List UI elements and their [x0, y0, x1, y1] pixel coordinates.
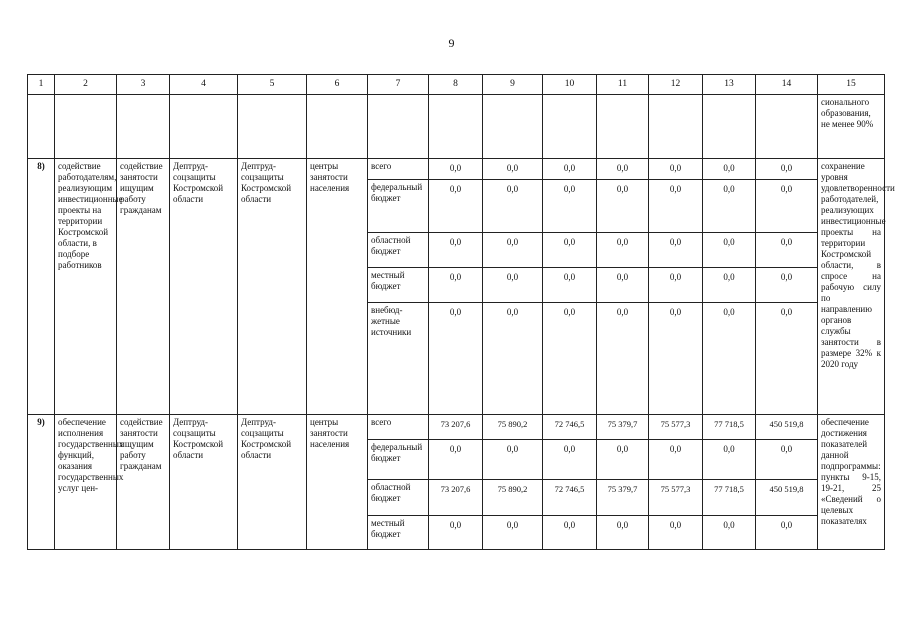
- value-cell: 0,0: [703, 440, 756, 480]
- value-cell: 0,0: [756, 268, 818, 303]
- participant-cell: центры занятости населения: [307, 415, 368, 550]
- row-number: 9): [28, 415, 55, 550]
- value-cell: 0,0: [543, 268, 597, 303]
- source-cell: внебюджетные источники: [368, 303, 429, 415]
- value-cell: 73 207,6: [429, 480, 483, 516]
- value-cell: 0,0: [429, 268, 483, 303]
- col-header: 10: [543, 75, 597, 95]
- value-cell: 0,0: [429, 440, 483, 480]
- value-cell: 0,0: [597, 159, 649, 180]
- value-cell: 72 746,5: [543, 415, 597, 440]
- col-header: 14: [756, 75, 818, 95]
- value-cell: 0,0: [703, 303, 756, 415]
- responsible-cell: Дептрудсоцзащиты Костромской области: [170, 159, 238, 415]
- value-cell: 450 519,8: [756, 480, 818, 516]
- header-row: [28, 75, 885, 95]
- value-cell: 0,0: [597, 180, 649, 233]
- value-cell: 0,0: [756, 440, 818, 480]
- value-cell: 0,0: [543, 233, 597, 268]
- value-cell: 75 890,2: [483, 415, 543, 440]
- task-cell: содействие занятости ищущим работу гражданам: [117, 159, 170, 415]
- source-cell: областной бюджет: [368, 480, 429, 516]
- col-header: 8: [429, 75, 483, 95]
- value-cell: 0,0: [597, 268, 649, 303]
- value-cell: 0,0: [597, 440, 649, 480]
- responsible-cell: Дептрудсоцзащиты Костромской области: [170, 415, 238, 550]
- value-cell: 75 890,2: [483, 480, 543, 516]
- value-cell: 0,0: [703, 268, 756, 303]
- col-header: 1: [28, 75, 55, 95]
- value-cell: 0,0: [483, 180, 543, 233]
- col-header: 5: [238, 75, 307, 95]
- task-cell: содействие занятости ищущим работу гражданам: [117, 415, 170, 550]
- value-cell: 450 519,8: [756, 415, 818, 440]
- value-cell: 0,0: [703, 180, 756, 233]
- value-cell: 72 746,5: [543, 480, 597, 516]
- program-table: [27, 74, 895, 550]
- value-cell: 0,0: [703, 233, 756, 268]
- table-row: [28, 159, 885, 180]
- source-cell: местный бюджет: [368, 268, 429, 303]
- value-cell: 0,0: [543, 159, 597, 180]
- value-cell: 0,0: [649, 159, 703, 180]
- value-cell: 0,0: [756, 159, 818, 180]
- value-cell: 0,0: [543, 180, 597, 233]
- value-cell: 0,0: [756, 233, 818, 268]
- value-cell: 0,0: [483, 159, 543, 180]
- value-cell: 0,0: [483, 303, 543, 415]
- value-cell: 0,0: [649, 180, 703, 233]
- source-cell: местный бюджет: [368, 516, 429, 550]
- value-cell: 0,0: [483, 516, 543, 550]
- col-header: 15: [818, 75, 885, 95]
- value-cell: 75 577,3: [649, 480, 703, 516]
- col-header: 12: [649, 75, 703, 95]
- source-cell: всего: [368, 415, 429, 440]
- col-header: 4: [170, 75, 238, 95]
- value-cell: 0,0: [543, 440, 597, 480]
- value-cell: 0,0: [483, 440, 543, 480]
- source-cell: областной бюджет: [368, 233, 429, 268]
- source-cell: федеральный бюджет: [368, 440, 429, 480]
- table-row: [28, 415, 885, 440]
- col-header: 9: [483, 75, 543, 95]
- value-cell: 0,0: [543, 516, 597, 550]
- source-cell: федеральный бюджет: [368, 180, 429, 233]
- goal-cell: сохранение уровня удовлетворенности работодателей, реализующих инвестиционные проекты на территории Костромской области, в спросе на рабочую силу по направлению органов службы занятости в размере 32% к 2020 году: [818, 159, 885, 415]
- executor-cell: Дептрудсоцзащиты Костромской области: [238, 415, 307, 550]
- value-cell: 0,0: [649, 268, 703, 303]
- value-cell: 0,0: [429, 516, 483, 550]
- value-cell: 0,0: [543, 303, 597, 415]
- value-cell: 75 379,7: [597, 415, 649, 440]
- value-cell: 77 718,5: [703, 480, 756, 516]
- value-cell: 0,0: [429, 159, 483, 180]
- value-cell: 73 207,6: [429, 415, 483, 440]
- value-cell: 0,0: [597, 516, 649, 550]
- value-cell: 0,0: [483, 233, 543, 268]
- value-cell: 0,0: [429, 180, 483, 233]
- col-header: 3: [117, 75, 170, 95]
- value-cell: 0,0: [756, 180, 818, 233]
- col-header: 6: [307, 75, 368, 95]
- col-header: 13: [703, 75, 756, 95]
- value-cell: 75 577,3: [649, 415, 703, 440]
- value-cell: 0,0: [429, 233, 483, 268]
- value-cell: 0,0: [756, 516, 818, 550]
- value-cell: 0,0: [649, 233, 703, 268]
- participant-cell: центры занятости населения: [307, 159, 368, 415]
- goal-cell: обеспечение достижения показателей данной подпрограммы: пункты 9-15, 19-21, 25 «Сведений о целевых показателях: [818, 415, 885, 550]
- value-cell: 0,0: [703, 516, 756, 550]
- value-cell: 77 718,5: [703, 415, 756, 440]
- goal-cell: сионального образования, не менее 90%: [818, 95, 885, 159]
- activity-cell: обеспечение исполнения государственных функций, оказания государственных услуг цен-: [55, 415, 117, 550]
- col-header: 11: [597, 75, 649, 95]
- col-header: 7: [368, 75, 429, 95]
- value-cell: 0,0: [483, 268, 543, 303]
- source-cell: всего: [368, 159, 429, 180]
- page-number: 9: [448, 36, 455, 50]
- continuation-row: [28, 95, 885, 159]
- value-cell: 0,0: [649, 516, 703, 550]
- value-cell: 0,0: [649, 440, 703, 480]
- value-cell: 0,0: [597, 233, 649, 268]
- row-number: 8): [28, 159, 55, 415]
- value-cell: 0,0: [597, 303, 649, 415]
- executor-cell: Дептрудсоцзащиты Костромской области: [238, 159, 307, 415]
- value-cell: 0,0: [703, 159, 756, 180]
- col-header: 2: [55, 75, 117, 95]
- activity-cell: содействие работодателям, реализующим инвестиционные проекты на территории Костромской области, в подборе работников: [55, 159, 117, 415]
- value-cell: 0,0: [756, 303, 818, 415]
- value-cell: 75 379,7: [597, 480, 649, 516]
- value-cell: 0,0: [649, 303, 703, 415]
- value-cell: 0,0: [429, 303, 483, 415]
